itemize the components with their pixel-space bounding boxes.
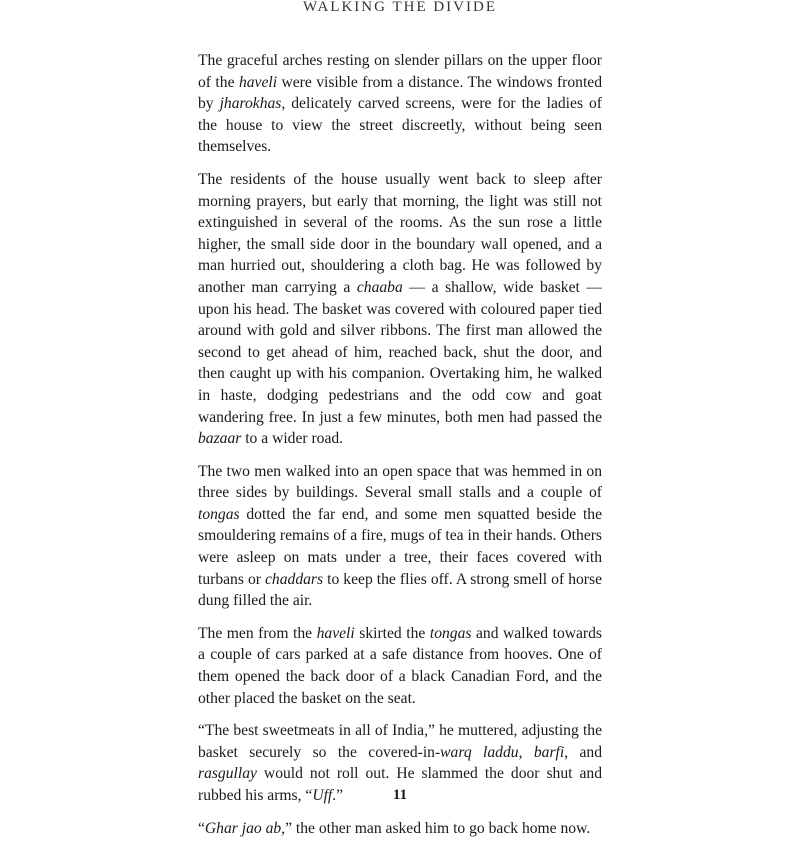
text-run: .” [332, 787, 344, 804]
text-run: , delicately carved screens, were for the ladies of the house to view the street discreetly, without being seen themselves. [198, 95, 602, 156]
italic-term: chaaba [356, 278, 403, 296]
text-run: “The best sweetmeats in all of India,” he muttered, adjusting the basket securely so the covered-in- [198, 722, 602, 761]
text-run: and walked towards a couple of cars parked at a safe distance from hooves. One of them opened the back door of a black Canadian Ford, and the other placed the basket on the seat. [198, 624, 602, 707]
italic-term: tongas [429, 624, 472, 642]
paragraph [198, 818, 602, 840]
text-run: to keep the flies off. A strong smell of horse dung filled the air. [198, 570, 602, 610]
text-run: The men from the [198, 624, 317, 642]
text-run: — a shallow, wide basket — upon his head. The basket was covered with coloured paper tied around with gold and silver ribbons. The first man allowed the second to get ahead of him, reached back, shut the door, and then caught up with his companion. Overtaking him, he walked in haste, dodging pedestrians and the odd cow and goat wandering free. In just a few minutes, both men had passed the [198, 278, 603, 426]
paragraph [198, 169, 602, 450]
italic-term: warq laddu [440, 743, 519, 761]
italic-term: haveli [316, 624, 355, 642]
italic-term: chaddars [265, 570, 324, 588]
text-run: dotted the far end, and some men squatted beside the smouldering remains of a fire, mugs of tea in their hands. Others were asleep on mats under a tree, their faces covered with turbans or [198, 505, 602, 588]
text-run: “ [198, 819, 205, 837]
text-run: The graceful arches resting on slender pillars on the upper floor of the [198, 52, 602, 91]
page-number: 11 [392, 787, 408, 803]
paragraph [198, 50, 602, 158]
text-run: The residents of the house usually went back to sleep after morning prayers, but early that morning, the light was still not extinguished in several of the rooms. As the sun rose a little higher, the small side door in the boundary wall opened, and a man hurried out, shouldering a cloth bag. He was followed by another man carrying a [198, 170, 602, 296]
italic-term: bazaar [198, 430, 242, 448]
text-run: would not roll out. He slammed the door shut and rubbed his arms, “ [198, 765, 602, 804]
italic-term: Ghar jao ab [204, 819, 282, 837]
paragraph [198, 623, 602, 709]
text-run: , and [564, 743, 602, 761]
text-run: to a wider road. [241, 430, 344, 448]
text-run: were visible from a distance. The windows fronted by [198, 73, 603, 113]
italic-term: rasgullay [198, 765, 257, 783]
text-run: ,” the other man asked him to go back home now. [281, 819, 591, 837]
text-run: The two men walked into an open space that was hemmed in on three sides by buildings. Several small stalls and a couple of [198, 462, 602, 502]
italic-term: jharokhas [219, 95, 282, 113]
text-run: , [518, 743, 534, 761]
italic-term: tongas [198, 505, 240, 523]
paragraph [198, 461, 602, 612]
body-text [198, 50, 602, 850]
italic-term: haveli [238, 73, 278, 91]
text-run: skirted the [354, 624, 430, 642]
running-head: WALKING THE DIVIDE [302, 0, 498, 15]
italic-term: Uff [312, 787, 333, 804]
italic-term: barfi [533, 743, 565, 761]
